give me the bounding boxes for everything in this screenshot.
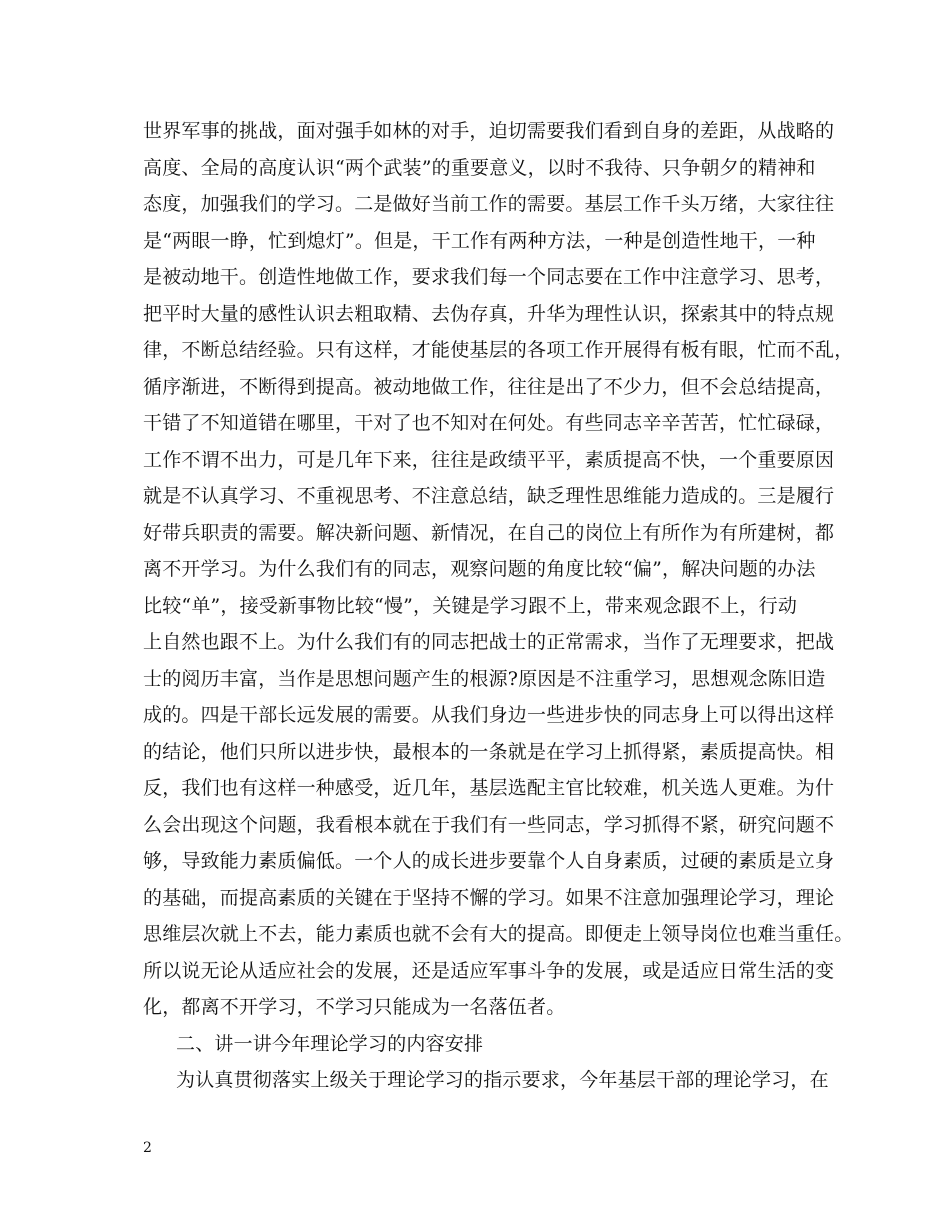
paragraph-first-line: 为认真贯彻落实上级关于理论学习的指示要求，今年基层干部的理论学习，在	[176, 1069, 829, 1091]
text-line: 上自然也跟不上。为什么我们有的同志把战士的正常需求，当作了无理要求，把战	[143, 631, 835, 653]
text-line: 化，都离不开学习，不学习只能成为一名落伍者。	[143, 996, 566, 1018]
text-line: 成的。四是干部长远发展的需要。从我们身边一些进步快的同志身上可以得出这样	[143, 704, 835, 726]
text-line: 士的阅历丰富，当作是思想问题产生的根源?原因是不注重学习，思想观念陈旧造	[143, 667, 826, 690]
text-line: 就是不认真学习、不重视思考、不注意总结，缺乏理性思维能力造成的。三是履行	[143, 485, 835, 507]
text-line: 态度，加强我们的学习。二是做好当前工作的需要。基层工作千头万绪，大家往往	[143, 193, 835, 215]
text-line: 的基础，而提高素质的关键在于坚持不懈的学习。如果不注意加强理论学习，理论	[143, 886, 835, 909]
text-line: 思维层次就上不去，能力素质也就不会有大的提高。即便走上领导岗位也难当重任。	[143, 923, 854, 945]
text-line: 把平时大量的感性认识去粗取精、去伪存真，升华为理性认识，探索其中的特点规	[143, 302, 835, 325]
document-body	[143, 113, 854, 1099]
text-line: 够，导致能力素质偏低。一个人的成长进步要靠个人自身素质，过硬的素质是立身	[143, 850, 835, 872]
text-line: 离不开学习。为什么我们有的同志，观察问题的角度比较“偏”，解决问题的办法	[143, 558, 816, 580]
text-line: 循序渐进，不断得到提高。被动地做工作，往往是出了不少力，但不会总结提高，	[143, 375, 835, 398]
text-line: 所以说无论从适应社会的发展，还是适应军事斗争的发展，或是适应日常生活的变	[143, 959, 835, 982]
text-line: 律，不断总结经验。只有这样，才能使基层的各项工作开展得有板有眼，忙而不乱，	[143, 339, 854, 361]
text-line: 反，我们也有这样一种感受，近几年，基层选配主官比较难，机关选人更难。为什	[143, 777, 835, 799]
text-line: 好带兵职责的需要。解决新问题、新情况，在自己的岗位上有所作为有所建树，都	[143, 521, 835, 544]
text-line: 么会出现这个问题，我看根本就在于我们有一些同志，学习抓得不紧，研究问题不	[143, 813, 835, 836]
text-line: 是被动地干。创造性地做工作，要求我们每一个同志要在工作中注意学习、思考，	[143, 266, 835, 288]
text-line: 比较“单”，接受新事物比较“慢”，关键是学习跟不上，带来观念跟不上，行动	[143, 594, 798, 617]
text-line: 干错了不知道错在哪里，干对了也不知对在何处。有些同志辛辛苦苦，忙忙碌碌，	[143, 412, 835, 434]
page-number: 2	[143, 1140, 152, 1156]
text-line: 高度、全局的高度认识“两个武装”的重要意义，以时不我待、只争朝夕的精神和	[143, 156, 816, 179]
text-line: 工作不谓不出力，可是几年下来，往往是政绩平平，素质提高不快，一个重要原因	[143, 448, 835, 471]
text-line: 世界军事的挑战，面对强手如林的对手，迫切需要我们看到自身的差距，从战略的	[143, 120, 835, 142]
text-line: 的结论，他们只所以进步快，最根本的一条就是在学习上抓得紧，素质提高快。相	[143, 740, 835, 763]
text-line: 是“两眼一睁，忙到熄灯”。但是，干工作有两种方法，一种是创造性地干，一种	[143, 229, 816, 252]
section-heading: 二、讲一讲今年理论学习的内容安排	[176, 1032, 484, 1055]
